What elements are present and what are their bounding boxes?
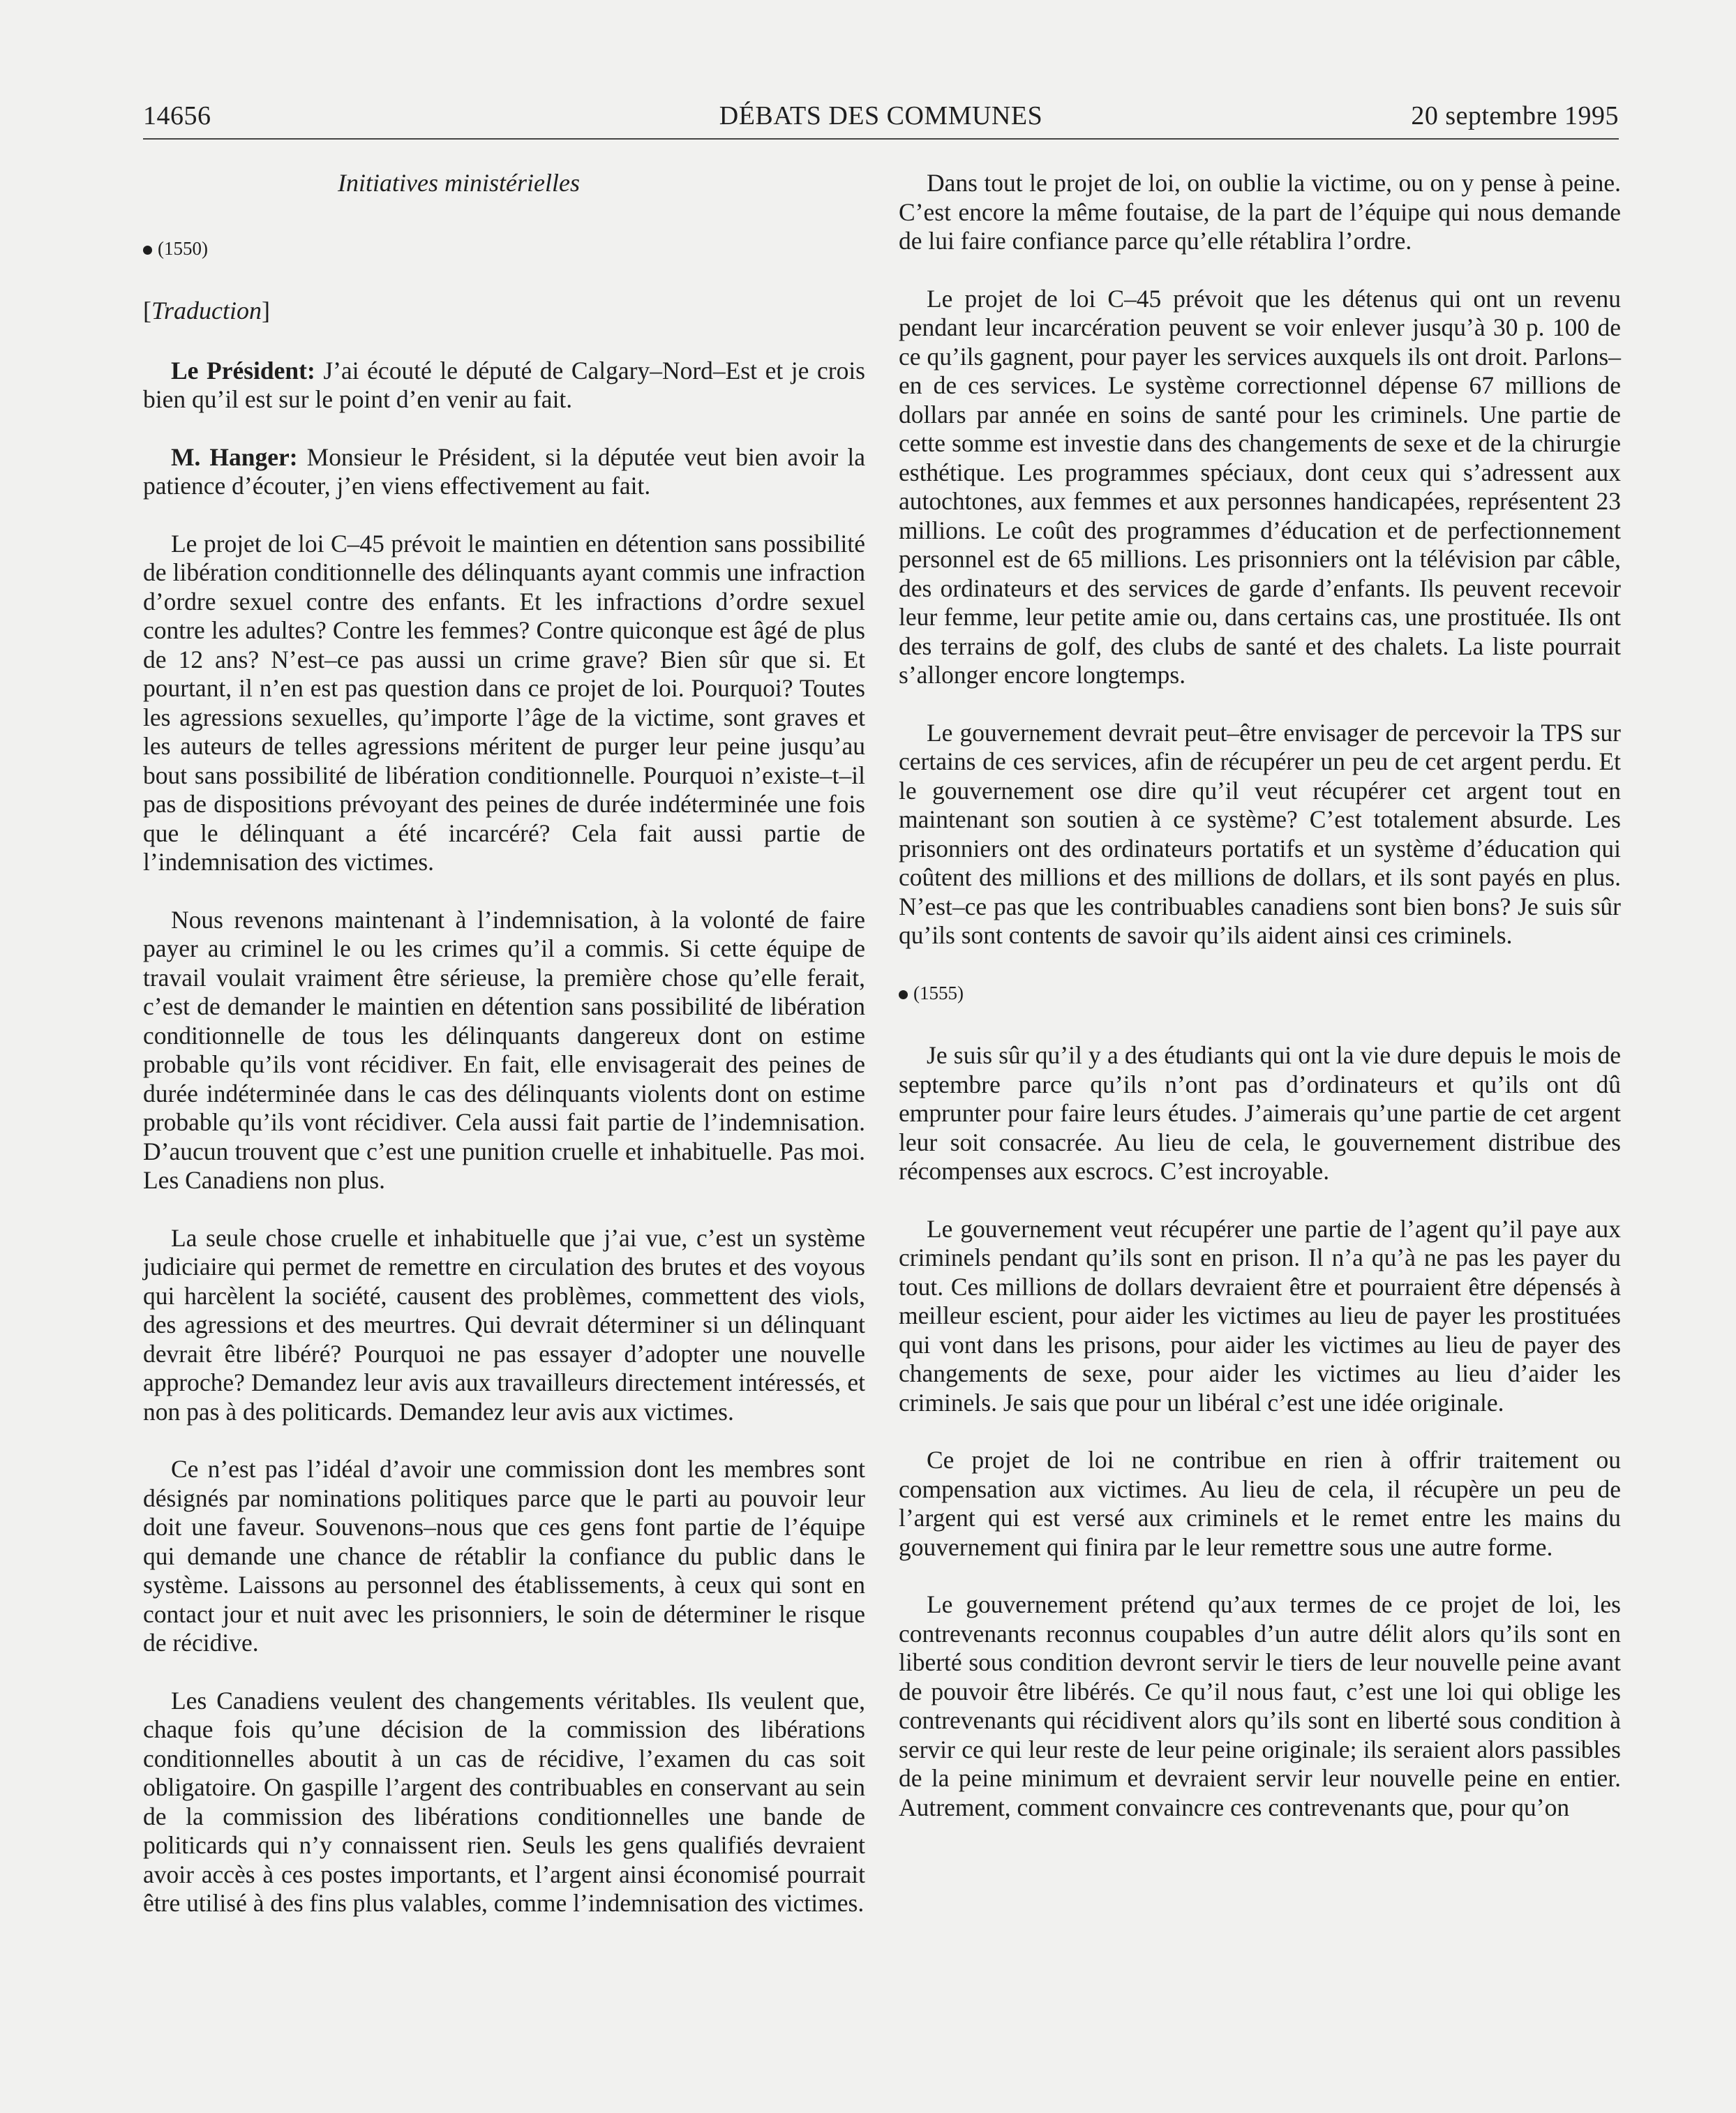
speech-text: Monsieur le Président, si la députée veut bien avoir la patience d’écouter, j’en viens effectivement au fait. (143, 442, 866, 500)
page-header (143, 99, 1619, 140)
paragraph: Ce projet de loi ne contribue en rien à offrir traitement ou compensation aux victimes. Au lieu de cela, il récupère un peu de l’argent qui est versé aux criminels et le remet entre les mains du gouvernement qui finira par le leur remettre sous une autre forme. (899, 1446, 1621, 1561)
left-column (143, 169, 865, 1947)
page-date: 20 septembre 1995 (1411, 101, 1619, 130)
bullet-icon (899, 990, 908, 999)
section-title: Initiatives ministérielles (338, 169, 580, 197)
speech-text: J’ai écouté le député de Calgary–Nord–Est et je crois bien qu’il est sur le point d’en venir au fait. (143, 356, 865, 413)
time-marker (143, 234, 865, 264)
paragraph: Le projet de loi C–45 prévoit le maintien en détention sans possibilité de libération conditionnelle des délinquants ayant commis une infraction d’ordre sexuel contre des enfants. Et les infractions d’ordre sexuel contre les adultes? Contre les femmes? Contre quiconque est âgé de plus de 12 ans? N’est–ce pas aussi un crime grave? Bien sûr que si. Et pourtant, il n’en est pas question dans ce projet de loi. Pourquoi? Toutes les agressions sexuelles, qu’importe l’âge de la victime, sont graves et les auteurs de telles agressions méritent de purger leur peine jusqu’au bout sans possibilité de libération conditionnelle. Pourquoi n’existe–t–il pas de dispositions prévoyant des peines de durée indéterminée une fois que le délinquant a été incarcéré? Cela fait aussi partie de l’indemnisation des victimes. (143, 529, 865, 876)
translation-note: [Traduction] (143, 297, 271, 324)
paragraph: Le gouvernement veut récupérer une partie de l’agent qu’il paye aux criminels pendant qu’ils sont en prison. Il n’a qu’à ne pas les payer du tout. Ces millions de dollars devraient être et pourraient être dépensés à meilleur escient, pour aider les victimes au lieu de payer les prostituées qui vont dans les prisons, pour aider les victimes au lieu de payer des changements de sexe, pour aider les victimes au lieu d’aider les criminels. Je sais que pour un libéral c’est une idée originale. (899, 1214, 1621, 1417)
paragraph: Le gouvernement devrait peut–être envisager de percevoir la TPS sur certains de ces services, afin de récupérer un peu de cet argent perdu. Et le gouvernement ose dire qu’il veut récupérer cet argent tout en maintenant son soutien à ce système? C’est totalement absurde. Les prisonniers ont des ordinateurs portatifs et un système d’éducation qui coûtent des millions et des millions de dollars, et ils sont payés en plus. N’est–ce pas que les contribuables canadiens sont bien bons? Je suis sûr qu’ils sont contents de savoir qu’ils aident ainsi ces criminels. (899, 718, 1621, 949)
time-marker (899, 979, 1621, 1008)
paragraph (143, 357, 865, 415)
page-number: 14656 (143, 101, 211, 130)
paragraph: La seule chose cruelle et inhabituelle que j’ai vue, c’est un système judiciaire qui permet de remettre en circulation des brutes et des voyous qui harcèlent la société, causent des problèmes, commettent des viols, des agressions et des meurtres. Qui devrait déterminer si un délinquant devrait être libéré? Pourquoi ne pas essayer d’adopter une nouvelle approche? Demandez leur avis aux travailleurs directement intéressés, et non pas à des politicards. Demandez leur avis aux victimes. (143, 1223, 865, 1426)
paragraph: Ce n’est pas l’idéal d’avoir une commission dont les membres sont désignés par nominations politiques parce que le parti au pouvoir leur doit une faveur. Souvenons–nous que ces gens font partie de l’équipe qui demande une chance de rétablir la confiance du public dans le système. Laissons au personnel des établissements, à ceux qui sont en contact jour et nuit avec les prisonniers, le soin de déterminer le risque de récidive. (143, 1455, 865, 1657)
paragraph: Dans tout le projet de loi, on oublie la victime, ou on y pense à peine. C’est encore la même foutaise, de la part de l’équipe qui nous demande de lui faire confiance parce qu’elle rétablira l’ordre. (899, 169, 1621, 255)
paragraph (143, 443, 865, 501)
paragraph: Les Canadiens veulent des changements véritables. Ils veulent que, chaque fois qu’une décision de la commission des libérations conditionnelles aboutit à un cas de récidive, l’examen du cas soit obligatoire. On gaspille l’argent des contribuables en conservant au sein de la commission des libérations conditionnelles une bande de politicards qui n’y connaissent rien. Seuls les gens qualifiés devraient avoir accès à ces postes importants, et l’argent ainsi économisé pourrait être utilisé à des fins plus valables, comme l’indemnisation des victimes. (143, 1686, 865, 1917)
paragraph: Je suis sûr qu’il y a des étudiants qui ont la vie dure depuis le mois de septembre parce qu’ils n’ont pas d’ordinateurs et qu’ils ont dû emprunter pour faire leurs études. J’aimerais qu’une partie de cet argent leur soit consacrée. Au lieu de cela, le gouvernement distribue des récompenses aux escrocs. C’est incroyable. (899, 1041, 1621, 1185)
paragraph: Nous revenons maintenant à l’indemnisation, à la volonté de faire payer au criminel le ou les crimes qu’il a commis. Si cette équipe de travail voulait vraiment être sérieuse, la première chose qu’elle ferait, c’est de demander le maintien en détention sans possibilité de libération conditionnelle de tous les délinquants dangereux dont on estime probable qu’ils vont récidiver. En fait, elle envisagerait des peines de durée indéterminée dans le cas des délinquants violents dont on estime probable qu’ils vont récidiver. Cela aussi fait partie de l’indemnisation. D’aucun trouvent que c’est une punition cruelle et inhabituelle. Pas moi. Les Canadiens non plus. (143, 905, 865, 1194)
time-label: (1550) (158, 237, 208, 259)
paragraph: Le gouvernement prétend qu’aux termes de ce projet de loi, les contrevenants reconnus coupables d’un autre délit alors qu’ils sont en liberté sous condition devront servir le tiers de leur nouvelle peine avant de pouvoir être libérés. Ce qu’il nous faut, c’est une loi qui oblige les contrevenants qui récidivent alors qu’ils sont en liberté sous condition à servir ce qui leur reste de leur peine originale; ils seraient alors passibles de la peine minimum et devraient servir leur nouvelle peine en entier. Autrement, comment convaincre ces contrevenants que, pour qu’on (899, 1590, 1621, 1821)
translation-label: Traduction (151, 297, 262, 324)
paragraph: Le projet de loi C–45 prévoit que les détenus qui ont un revenu pendant leur incarcération peuvent se voir enlever jusqu’à 30 p. 100 de ce qu’ils gagnent, pour payer les services auxquels ils ont droit. Parlons–en de ces services. Le système correctionnel dépense 67 millions de dollars par année en soins de santé pour les criminels. Une partie de cette somme est investie dans des changements de sexe et de la chirurgie esthétique. Les programmes spéciaux, dont ceux qui s’adressent aux autochtones, aux femmes et aux personnes handicapées, représentent 23 millions. Le coût des programmes d’éducation et de perfectionnement personnel est de 65 millions. Les prisonniers ont la télévision par câble, des ordinateurs et des services de garde d’enfants. Ils peuvent recevoir leur femme, leur petite amie ou, dans certains cas, une prostituée. Ils ont des terrains de golf, des clubs de santé et des chalets. La liste pourrait s’allonger encore longtemps. (899, 284, 1621, 689)
publication-title: DÉBATS DES COMMUNES (719, 101, 1043, 130)
speaker-name: M. Hanger: (171, 442, 298, 471)
right-column (899, 169, 1621, 1851)
bullet-icon (143, 246, 152, 255)
speaker-name: Le Président: (171, 356, 315, 384)
time-label: (1555) (913, 982, 964, 1003)
